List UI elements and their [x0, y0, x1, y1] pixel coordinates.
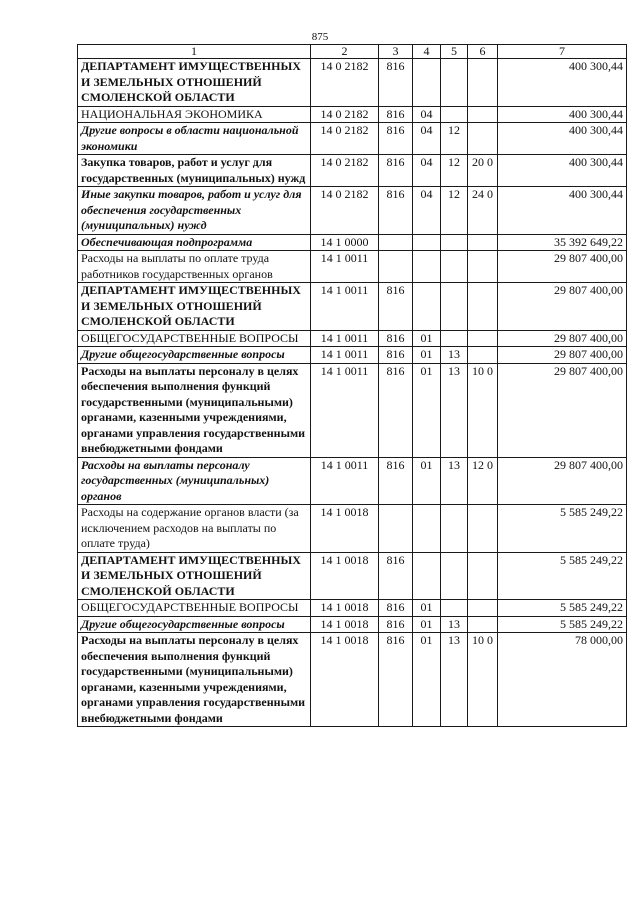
- table-header-row: [78, 45, 627, 59]
- row-section-cell: [413, 251, 441, 283]
- row-name-cell: Расходы на выплаты персоналу в целях обеспечения выполнения функций государственными (муниципальными) органами, казенными учреждениями, органами управления государственными внебюджетными фондами: [78, 363, 311, 457]
- row-ministry-code-cell: 816: [379, 363, 413, 457]
- row-target-article-cell: 14 1 0011: [311, 347, 379, 364]
- row-name-cell: Другие общегосударственные вопросы: [78, 347, 311, 364]
- row-subsection-cell: 12: [441, 187, 468, 235]
- table-row: [78, 59, 627, 107]
- row-subsection-cell: [441, 283, 468, 331]
- row-section-cell: 01: [413, 457, 441, 505]
- row-subsection-cell: 13: [441, 363, 468, 457]
- row-ministry-code-cell: [379, 234, 413, 251]
- header-col-6: 6: [468, 45, 498, 59]
- row-target-article-cell: 14 0 2182: [311, 123, 379, 155]
- header-col-2: 2: [311, 45, 379, 59]
- row-section-cell: 01: [413, 633, 441, 727]
- row-name-cell: Расходы на выплаты персоналу государственных (муниципальных) органов: [78, 457, 311, 505]
- row-ministry-code-cell: 816: [379, 457, 413, 505]
- row-name-cell: Другие общегосударственные вопросы: [78, 616, 311, 633]
- row-expense-type-cell: [468, 552, 498, 600]
- row-target-article-cell: 14 1 0018: [311, 552, 379, 600]
- row-section-cell: 01: [413, 347, 441, 364]
- row-amount-cell: 5 585 249,22: [498, 552, 627, 600]
- row-ministry-code-cell: [379, 505, 413, 553]
- row-ministry-code-cell: 816: [379, 123, 413, 155]
- row-subsection-cell: [441, 505, 468, 553]
- row-subsection-cell: 13: [441, 347, 468, 364]
- row-target-article-cell: 14 0 2182: [311, 106, 379, 123]
- row-name-cell: ДЕПАРТАМЕНТ ИМУЩЕСТВЕННЫХ И ЗЕМЕЛЬНЫХ ОТНОШЕНИЙ СМОЛЕНСКОЙ ОБЛАСТИ: [78, 552, 311, 600]
- row-expense-type-cell: 12 0: [468, 457, 498, 505]
- row-ministry-code-cell: 816: [379, 187, 413, 235]
- row-subsection-cell: 13: [441, 616, 468, 633]
- row-expense-type-cell: 24 0: [468, 187, 498, 235]
- row-amount-cell: 400 300,44: [498, 59, 627, 107]
- row-target-article-cell: 14 1 0018: [311, 633, 379, 727]
- table-row: [78, 633, 627, 727]
- row-expense-type-cell: 10 0: [468, 633, 498, 727]
- row-target-article-cell: 14 0 2182: [311, 155, 379, 187]
- row-target-article-cell: 14 1 0011: [311, 330, 379, 347]
- row-target-article-cell: 14 0 2182: [311, 59, 379, 107]
- row-section-cell: 04: [413, 106, 441, 123]
- row-target-article-cell: 14 0 2182: [311, 187, 379, 235]
- row-amount-cell: 400 300,44: [498, 187, 627, 235]
- row-section-cell: 01: [413, 330, 441, 347]
- header-col-3: 3: [379, 45, 413, 59]
- row-expense-type-cell: 10 0: [468, 363, 498, 457]
- row-target-article-cell: 14 1 0011: [311, 283, 379, 331]
- table-row: [78, 251, 627, 283]
- row-subsection-cell: 12: [441, 155, 468, 187]
- row-target-article-cell: 14 1 0018: [311, 600, 379, 617]
- budget-table: [77, 44, 627, 727]
- row-section-cell: [413, 552, 441, 600]
- row-amount-cell: 35 392 649,22: [498, 234, 627, 251]
- row-subsection-cell: 12: [441, 123, 468, 155]
- page-number: 875: [311, 31, 329, 43]
- row-target-article-cell: 14 1 0011: [311, 363, 379, 457]
- row-section-cell: [413, 59, 441, 107]
- row-section-cell: 04: [413, 155, 441, 187]
- row-section-cell: 04: [413, 187, 441, 235]
- row-ministry-code-cell: 816: [379, 616, 413, 633]
- row-section-cell: [413, 505, 441, 553]
- row-ministry-code-cell: 816: [379, 283, 413, 331]
- row-target-article-cell: 14 1 0011: [311, 251, 379, 283]
- row-amount-cell: 5 585 249,22: [498, 616, 627, 633]
- row-section-cell: [413, 283, 441, 331]
- row-name-cell: ДЕПАРТАМЕНТ ИМУЩЕСТВЕННЫХ И ЗЕМЕЛЬНЫХ ОТНОШЕНИЙ СМОЛЕНСКОЙ ОБЛАСТИ: [78, 283, 311, 331]
- table-row: [78, 552, 627, 600]
- table-row: [78, 363, 627, 457]
- row-expense-type-cell: [468, 234, 498, 251]
- row-expense-type-cell: [468, 505, 498, 553]
- row-amount-cell: 29 807 400,00: [498, 283, 627, 331]
- table-row: [78, 155, 627, 187]
- row-name-cell: Закупка товаров, работ и услуг для государственных (муниципальных) нужд: [78, 155, 311, 187]
- row-ministry-code-cell: 816: [379, 633, 413, 727]
- row-subsection-cell: [441, 251, 468, 283]
- table-row: [78, 616, 627, 633]
- header-col-4: 4: [413, 45, 441, 59]
- header-col-7: 7: [498, 45, 627, 59]
- table-row: [78, 123, 627, 155]
- row-amount-cell: 29 807 400,00: [498, 363, 627, 457]
- row-expense-type-cell: [468, 283, 498, 331]
- row-name-cell: Другие вопросы в области национальной экономики: [78, 123, 311, 155]
- row-subsection-cell: 13: [441, 457, 468, 505]
- row-section-cell: 01: [413, 616, 441, 633]
- row-name-cell: Обеспечивающая подпрограмма: [78, 234, 311, 251]
- row-expense-type-cell: 20 0: [468, 155, 498, 187]
- row-name-cell: Расходы на выплаты персоналу в целях обеспечения выполнения функций государственными (муниципальными) органами, казенными учреждениями, органами управления государственными внебюджетными фондами: [78, 633, 311, 727]
- table-row: [78, 187, 627, 235]
- row-amount-cell: 78 000,00: [498, 633, 627, 727]
- row-name-cell: ДЕПАРТАМЕНТ ИМУЩЕСТВЕННЫХ И ЗЕМЕЛЬНЫХ ОТНОШЕНИЙ СМОЛЕНСКОЙ ОБЛАСТИ: [78, 59, 311, 107]
- row-ministry-code-cell: 816: [379, 59, 413, 107]
- row-name-cell: Расходы на выплаты по оплате труда работников государственных органов: [78, 251, 311, 283]
- row-amount-cell: 5 585 249,22: [498, 600, 627, 617]
- row-section-cell: 01: [413, 363, 441, 457]
- row-expense-type-cell: [468, 106, 498, 123]
- row-target-article-cell: 14 1 0018: [311, 616, 379, 633]
- row-target-article-cell: 14 1 0018: [311, 505, 379, 553]
- row-section-cell: [413, 234, 441, 251]
- table-row: [78, 106, 627, 123]
- row-expense-type-cell: [468, 330, 498, 347]
- row-subsection-cell: [441, 600, 468, 617]
- row-subsection-cell: [441, 59, 468, 107]
- row-amount-cell: 400 300,44: [498, 106, 627, 123]
- row-ministry-code-cell: 816: [379, 155, 413, 187]
- table-row: [78, 457, 627, 505]
- row-subsection-cell: [441, 106, 468, 123]
- row-expense-type-cell: [468, 616, 498, 633]
- row-name-cell: ОБЩЕГОСУДАРСТВЕННЫЕ ВОПРОСЫ: [78, 600, 311, 617]
- row-expense-type-cell: [468, 600, 498, 617]
- row-section-cell: 04: [413, 123, 441, 155]
- row-expense-type-cell: [468, 123, 498, 155]
- row-amount-cell: 400 300,44: [498, 155, 627, 187]
- table-row: [78, 505, 627, 553]
- row-name-cell: ОБЩЕГОСУДАРСТВЕННЫЕ ВОПРОСЫ: [78, 330, 311, 347]
- table-row: [78, 347, 627, 364]
- row-name-cell: НАЦИОНАЛЬНАЯ ЭКОНОМИКА: [78, 106, 311, 123]
- table-row: [78, 283, 627, 331]
- row-ministry-code-cell: 816: [379, 106, 413, 123]
- row-amount-cell: 5 585 249,22: [498, 505, 627, 553]
- row-subsection-cell: [441, 330, 468, 347]
- header-col-1: 1: [78, 45, 311, 59]
- row-ministry-code-cell: 816: [379, 347, 413, 364]
- header-col-5: 5: [441, 45, 468, 59]
- table-row: [78, 234, 627, 251]
- row-name-cell: Расходы на содержание органов власти (за исключением расходов на выплаты по оплате труда): [78, 505, 311, 553]
- row-amount-cell: 29 807 400,00: [498, 457, 627, 505]
- row-target-article-cell: 14 1 0011: [311, 457, 379, 505]
- row-expense-type-cell: [468, 347, 498, 364]
- row-ministry-code-cell: 816: [379, 600, 413, 617]
- row-subsection-cell: [441, 552, 468, 600]
- row-section-cell: 01: [413, 600, 441, 617]
- row-subsection-cell: 13: [441, 633, 468, 727]
- table-row: [78, 600, 627, 617]
- row-expense-type-cell: [468, 251, 498, 283]
- table-row: [78, 330, 627, 347]
- row-amount-cell: 29 807 400,00: [498, 347, 627, 364]
- row-expense-type-cell: [468, 59, 498, 107]
- row-amount-cell: 29 807 400,00: [498, 330, 627, 347]
- row-ministry-code-cell: 816: [379, 552, 413, 600]
- row-subsection-cell: [441, 234, 468, 251]
- row-amount-cell: 400 300,44: [498, 123, 627, 155]
- row-amount-cell: 29 807 400,00: [498, 251, 627, 283]
- row-name-cell: Иные закупки товаров, работ и услуг для обеспечения государственных (муниципальных) нужд: [78, 187, 311, 235]
- row-ministry-code-cell: 816: [379, 330, 413, 347]
- row-target-article-cell: 14 1 0000: [311, 234, 379, 251]
- row-ministry-code-cell: [379, 251, 413, 283]
